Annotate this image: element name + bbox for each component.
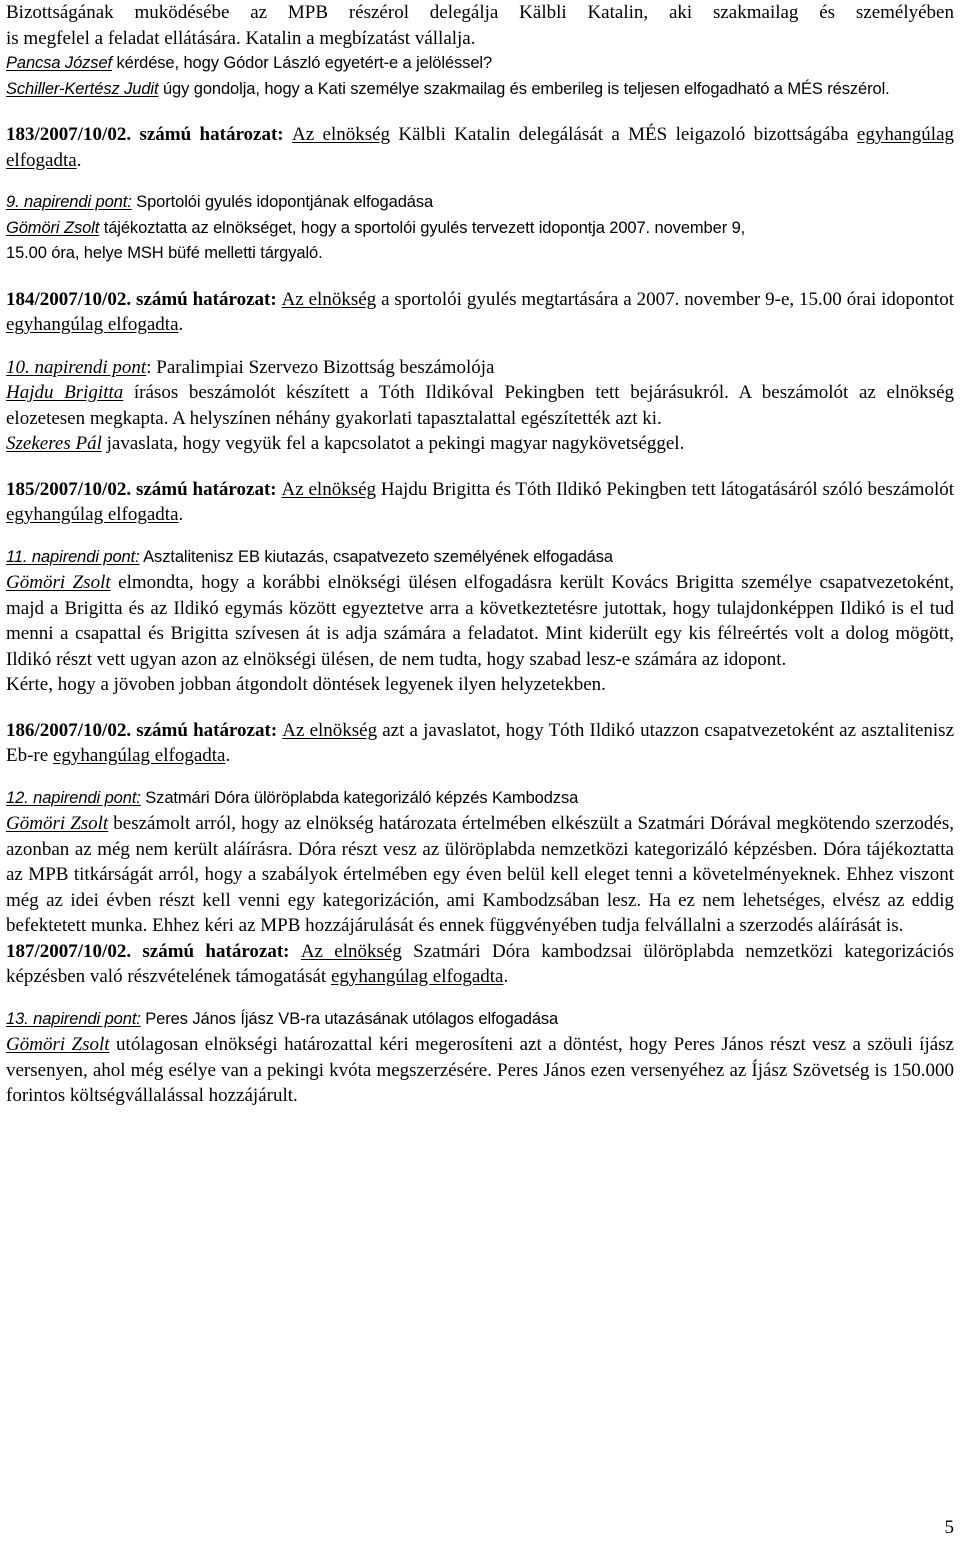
speaker-name: Gömöri Zsolt xyxy=(6,1034,110,1055)
paragraph-delegation-end xyxy=(6,26,954,52)
punctuation: . xyxy=(178,504,184,525)
resolution-label: számú határozat: xyxy=(131,288,282,310)
resolution-body: Az elnökség xyxy=(292,124,391,145)
agenda-title: Asztalitenisz EB kiutazás, csapatvezeto személyének elfogadása xyxy=(139,547,613,566)
agenda-label: 11. napirendi pont: xyxy=(6,547,140,566)
paragraph-delegation xyxy=(6,0,954,26)
agenda-item-9-body-end xyxy=(6,241,954,267)
agenda-item-12 xyxy=(6,786,954,812)
agenda-title: : Paralimpiai Szervezo Bizottság beszámolója xyxy=(146,356,495,378)
paragraph-text: 15.00 óra, helye MSH büfé melletti tárgyaló. xyxy=(6,244,323,262)
agenda-item-11-request xyxy=(6,672,954,698)
punctuation: . xyxy=(76,149,82,171)
resolution-183 xyxy=(6,122,954,173)
speaker-name: Szekeres Pál xyxy=(6,433,102,454)
paragraph-line: Bizottságának muködésébe az MPB részérol delegálja Kälbli Katalin, aki szakmailag és személyében xyxy=(6,2,954,23)
agenda-label: 13. napirendi pont: xyxy=(6,1009,141,1028)
resolution-verdict: egyhangúlag elfogadta xyxy=(330,966,504,987)
resolution-number: 187/2007/10/02. xyxy=(6,940,132,962)
resolution-verdict: egyhangúlag elfogadta xyxy=(6,124,954,171)
agenda-item-9-body xyxy=(6,216,954,242)
resolution-186 xyxy=(6,718,954,769)
agenda-item-10-proposal xyxy=(6,431,954,457)
resolution-187 xyxy=(6,939,954,990)
speaker-name: Hajdu Brigitta xyxy=(6,382,124,403)
paragraph-text: tájékoztatta az elnökséget, hogy a sportolói gyulés tervezett idopontja 2007. november 9, xyxy=(99,218,746,237)
resolution-text: Kälbli Katalin delegálását a MÉS leigazoló bizottságába xyxy=(390,124,857,145)
agenda-item-9 xyxy=(6,190,954,216)
speaker-name: Schiller-Kertész Judit xyxy=(6,79,159,98)
punctuation: . xyxy=(178,314,184,335)
resolution-185 xyxy=(6,477,954,528)
paragraph-line: is megfelel a feladat ellátására. Katalin a megbízatást vállalja. xyxy=(6,27,476,49)
punctuation: . xyxy=(503,966,509,987)
agenda-label: 10. napirendi pont xyxy=(6,356,147,378)
resolution-number: 184/2007/10/02. xyxy=(6,288,132,310)
resolution-verdict: egyhangúlag elfogadta xyxy=(6,504,179,525)
agenda-item-10 xyxy=(6,355,954,381)
page-number: 5 xyxy=(944,1517,954,1538)
resolution-body: Az elnökség xyxy=(281,478,377,500)
agenda-item-13 xyxy=(6,1007,954,1033)
agenda-item-13-body xyxy=(6,1032,954,1109)
agenda-item-10-body xyxy=(6,380,954,431)
resolution-verdict: egyhangúlag elfogadta xyxy=(52,745,226,766)
agenda-label: 9. napirendi pont: xyxy=(6,193,132,211)
paragraph-schiller xyxy=(6,77,954,103)
paragraph-text: írásos beszámolót készített a Tóth Ildikóval Pekingben tett bejárásukról. A beszámolót az elnökség elozetesen megkapta. A helyszínen néhány gyakorlati tapasztalattal egészítették azt ki. xyxy=(6,382,954,429)
paragraph-text: elmondta, hogy a korábbi elnökségi ülésen elfogadásra került Kovács Brigitta személye csapatvezetoként, majd a Brigitta és az Ildikó egymás között egyeztetve arra a következtetésre jutottak, hogy tulajdonképpen Ildikó is el tud menni a csapattal és Brigitta szívesen át is adja számára a feladatot. Mint kiderült egy kis félreértés volt a dolog mögött, Ildikó részt vett ugyan azon az elnökségi ülésen, de nem tudta, hogy szabad lesz-e számára az idopont. xyxy=(6,572,954,670)
paragraph-text: kérdése, hogy Gódor László egyetért-e a jelöléssel? xyxy=(112,54,493,72)
resolution-label: számú határozat: xyxy=(131,940,301,962)
paragraph-text: beszámolt arról, hogy az elnökség határozata értelmében elkészült a Szatmári Dórával megkötendo szerzodés, azonban az még nem került aláírásra. Dóra részt vesz az ülöröplabda nemzetközi kategorizáló képzésben. Dóra tájékoztatta az MPB titkárságát arról, hogy a szabályok értelmében egy éven belül kell eleget tenni a követelményeknek. Ehhez viszont még az idei évben részt kell venni egy kategorizáción, ami Kambodzsában lesz. Ha ez nem lehetséges, elvész az eddig befektetett munka. Ehhez kéri az MPB hozzájárulását és ennek függvényében tudja felvállalni a szerzodés aláírását is. xyxy=(6,813,954,936)
agenda-label: 12. napirendi pont: xyxy=(6,788,141,807)
agenda-item-11 xyxy=(6,545,954,571)
speaker-name: Gömöri Zsolt xyxy=(6,572,111,593)
resolution-label: számú határozat: xyxy=(131,478,282,500)
resolution-184 xyxy=(6,287,954,338)
resolution-body: Az elnökség xyxy=(300,940,402,962)
resolution-label: számú határozat: xyxy=(131,719,283,741)
resolution-verdict: egyhangúlag elfogadta xyxy=(6,314,179,335)
paragraph-text: javaslata, hogy vegyük fel a kapcsolatot a pekingi magyar nagykövetséggel. xyxy=(101,433,685,454)
paragraph-pancsa xyxy=(6,51,954,77)
paragraph-text: Kérte, hogy a jövoben jobban átgondolt döntések legyenek ilyen helyzetekben. xyxy=(6,674,606,695)
resolution-text: Szatmári Dóra kambodzsai ülöröplabda nemzetközi kategorizációs képzésben való részvételének támogatását xyxy=(6,940,955,987)
paragraph-text: utólagosan elnökségi határozattal kéri megerosíteni azt a döntést, hogy Peres János részt vesz a szöuli íjász versenyen, ahol még esélye van a pekingi kvóta megszerzésére. Peres János ezen versenyéhez az Íjász Szövetség is 150.000 forintos költségvállalással hozzájárult. xyxy=(6,1034,954,1106)
speaker-name: Gömöri Zsolt xyxy=(6,218,100,237)
speaker-name: Pancsa József xyxy=(6,54,113,72)
resolution-text: a sportolói gyulés megtartására a 2007. november 9-e, 15.00 órai idopontot xyxy=(376,288,954,310)
resolution-text: azt a javaslatot, hogy Tóth Ildikó utazzon csapatvezetoként az asztalitenisz Eb-re xyxy=(6,719,954,766)
agenda-item-12-body xyxy=(6,811,954,939)
resolution-body: Az elnökség xyxy=(281,288,377,310)
resolution-number: 183/2007/10/02. xyxy=(6,124,132,145)
document-page xyxy=(6,0,954,1109)
resolution-number: 186/2007/10/02. xyxy=(6,719,132,741)
resolution-label: számú határozat: xyxy=(131,124,292,145)
agenda-title: Peres János Íjász VB-ra utazásának utólagos elfogadása xyxy=(140,1009,559,1028)
resolution-text: Hajdu Brigitta és Tóth Ildikó Pekingben tett látogatásáról szóló beszámolót xyxy=(376,478,955,500)
resolution-number: 185/2007/10/02. xyxy=(6,478,132,500)
agenda-item-11-body xyxy=(6,570,954,672)
punctuation: . xyxy=(225,745,231,766)
agenda-title: Szatmári Dóra ülöröplabda kategorizáló képzés Kambodzsa xyxy=(140,788,579,807)
paragraph-text: úgy gondolja, hogy a Kati személye szakmailag és emberileg is teljesen elfogadható a MÉS részérol. xyxy=(158,79,890,98)
speaker-name: Gömöri Zsolt xyxy=(6,813,109,834)
resolution-body: Az elnökség xyxy=(282,719,378,741)
agenda-title: Sportolói gyulés idopontjának elfogadása xyxy=(131,193,434,211)
